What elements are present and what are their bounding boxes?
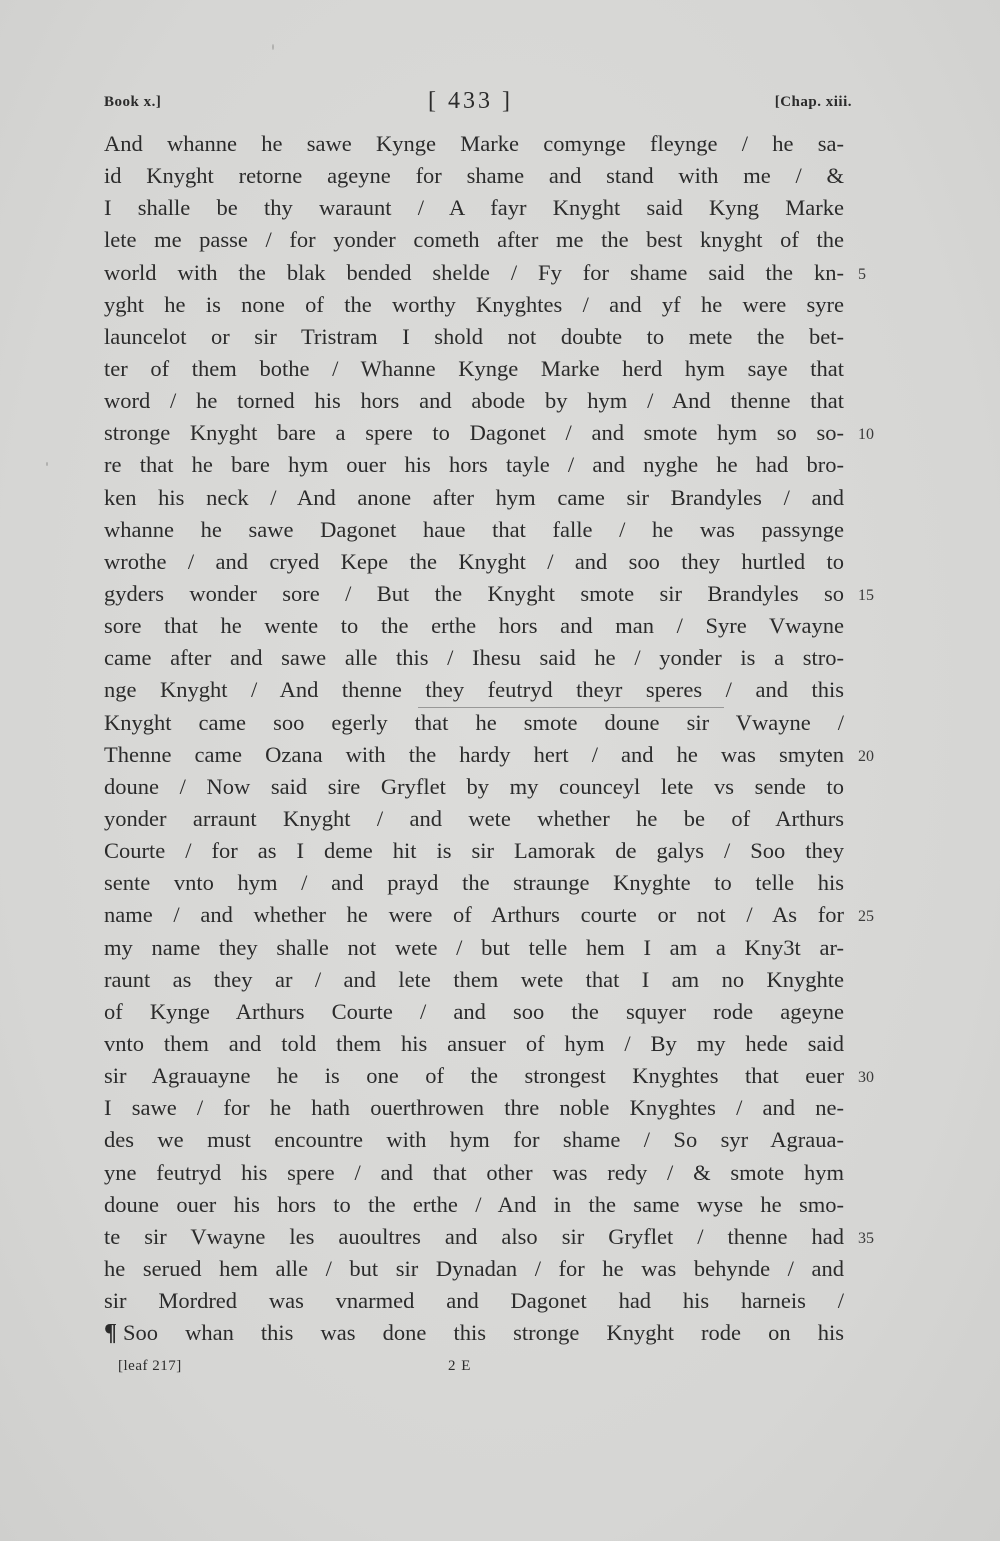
line-text: stronge Knyght bare a spere to Dagonet / and smote hym so so- <box>104 420 844 446</box>
page-footer <box>118 1358 618 1382</box>
text-line <box>104 964 844 996</box>
text-line <box>104 771 844 803</box>
text-line <box>104 996 844 1028</box>
line-text: I shalle be thy waraunt / A fayr Knyght said Kyng Marke <box>104 195 844 221</box>
line-number: 10 <box>858 426 874 444</box>
line-text: he serued hem alle / but sir Dynadan / for he was behynde / and <box>104 1255 844 1281</box>
line-text: lete me passe / for yonder cometh after me the best knyght of the <box>104 227 844 253</box>
line-number: 30 <box>858 1069 874 1087</box>
text-line <box>104 353 844 385</box>
line-text: id Knyght retorne ageyne for shame and stand with me / & <box>104 163 844 189</box>
line-number: 15 <box>858 586 874 604</box>
text-line <box>104 128 844 160</box>
text-line <box>104 321 844 353</box>
pilcrow-icon: ¶ <box>104 1320 117 1347</box>
page-number: [ 433 ] <box>428 88 513 114</box>
text-line <box>104 899 874 931</box>
line-text: whanne he sawe Dagonet haue that falle / he was passynge <box>104 516 844 542</box>
pencil-underline <box>418 707 724 708</box>
book-label: Book x.] <box>104 94 162 110</box>
text-line <box>104 707 844 739</box>
line-text: sore that he wente to the erthe hors and man / Syre Vwayne <box>104 613 844 639</box>
line-text: te sir Vwayne les auoultres and also sir Gryflet / thenne had <box>104 1223 844 1249</box>
text-line <box>104 578 874 610</box>
paper-speck <box>272 44 274 50</box>
line-text: re that he bare hym ouer his hors tayle / and nyghe he had bro- <box>104 452 844 478</box>
line-text: of Kynge Arthurs Courte / and soo the squyer rode ageyne <box>104 998 844 1024</box>
paper-speck <box>46 462 48 466</box>
line-text: sir Agrauayne he is one of the strongest Knyghtes that euer <box>104 1063 844 1089</box>
line-text: word / he torned his hors and abode by hym / And thenne that <box>104 388 844 414</box>
text-line <box>104 289 844 321</box>
text-line <box>104 642 844 674</box>
text-line <box>104 1124 844 1156</box>
text-line <box>104 674 844 706</box>
text-line <box>104 385 844 417</box>
leaf-marker: [leaf 217] <box>118 1358 182 1374</box>
text-line <box>104 1157 844 1189</box>
text-line <box>104 546 844 578</box>
text-line <box>104 160 844 192</box>
line-text: launcelot or sir Tristram I shold not doubte to mete the bet- <box>104 323 844 349</box>
text-line <box>104 1317 844 1349</box>
chapter-label: [Chap. xiii. <box>774 94 852 110</box>
text-line <box>104 1253 844 1285</box>
line-text: yonder arraunt Knyght / and wete whether he be of Arthurs <box>104 805 844 831</box>
line-text: vnto them and told them his ansuer of hym / By my hede said <box>104 1030 844 1056</box>
line-text: world with the blak bended shelde / Fy for shame said the kn- <box>104 259 844 285</box>
text-line <box>104 803 844 835</box>
line-text: Courte / for as I deme hit is sir Lamorak de galys / Soo they <box>104 838 844 864</box>
text-line <box>104 192 844 224</box>
text-line <box>104 1028 844 1060</box>
line-text: nge Knyght / And thenne they feutryd theyr speres / and this <box>104 677 844 703</box>
line-text: Knyght came soo egerly that he smote doune sir Vwayne / <box>104 709 844 735</box>
line-text: gyders wonder sore / But the Knyght smote sir Brandyles so <box>104 580 844 606</box>
line-text: my name they shalle not wete / but telle hem I am a Kny3t ar- <box>104 934 844 960</box>
line-text: des we must encountre with hym for shame / So syr Agraua- <box>104 1127 844 1153</box>
line-text: came after and sawe alle this / Ihesu said he / yonder is a stro- <box>104 645 844 671</box>
text-line <box>104 932 844 964</box>
line-number: 5 <box>858 265 866 283</box>
text-line <box>104 449 844 481</box>
body-text <box>104 128 874 1349</box>
running-header <box>104 88 852 124</box>
line-text: Thenne came Ozana with the hardy hert / and he was smyten <box>104 741 844 767</box>
line-text: And whanne he sawe Kynge Marke comynge fleynge / he sa- <box>104 131 844 156</box>
line-text: Soo whan this was done this stronge Knyght rode on his <box>122 1320 844 1346</box>
line-text: doune / Now said sire Gryflet by my counceyl lete vs sende to <box>104 773 844 799</box>
text-line <box>104 1285 844 1317</box>
text-line <box>104 867 844 899</box>
text-line <box>104 257 866 289</box>
text-line <box>104 610 844 642</box>
line-text: sir Mordred was vnarmed and Dagonet had his harneis / <box>104 1288 844 1314</box>
line-text: yght he is none of the worthy Knyghtes / and yf he were syre <box>104 291 844 317</box>
text-line <box>104 1092 844 1124</box>
line-text: sente vnto hym / and prayd the straunge Knyghte to telle his <box>104 870 844 896</box>
line-text: name / and whether he were of Arthurs courte or not / As for <box>104 902 844 928</box>
text-line <box>104 1221 874 1253</box>
text-line <box>104 417 874 449</box>
text-line <box>104 514 844 546</box>
text-line <box>104 1189 844 1221</box>
line-text: doune ouer his hors to the erthe / And in the same wyse he smo- <box>104 1191 844 1217</box>
text-line <box>104 1060 874 1092</box>
line-text: ter of them bothe / Whanne Kynge Marke herd hym saye that <box>104 355 844 381</box>
line-text: ken his neck / And anone after hym came sir Brandyles / and <box>104 484 844 510</box>
line-number: 25 <box>858 908 874 926</box>
line-text: yne feutryd his spere / and that other was redy / & smote hym <box>104 1159 844 1185</box>
signature-mark: 2 E <box>448 1358 472 1374</box>
text-line <box>104 835 844 867</box>
line-number: 20 <box>858 747 874 765</box>
line-text: I sawe / for he hath ouerthrowen thre noble Knyghtes / and ne- <box>104 1095 844 1121</box>
line-number: 35 <box>858 1229 874 1247</box>
line-text: wrothe / and cryed Kepe the Knyght / and soo they hurtled to <box>104 548 844 574</box>
text-line <box>104 224 844 256</box>
text-line <box>104 482 844 514</box>
text-line <box>104 739 874 771</box>
line-text: raunt as they ar / and lete them wete that I am no Knyghte <box>104 966 844 992</box>
